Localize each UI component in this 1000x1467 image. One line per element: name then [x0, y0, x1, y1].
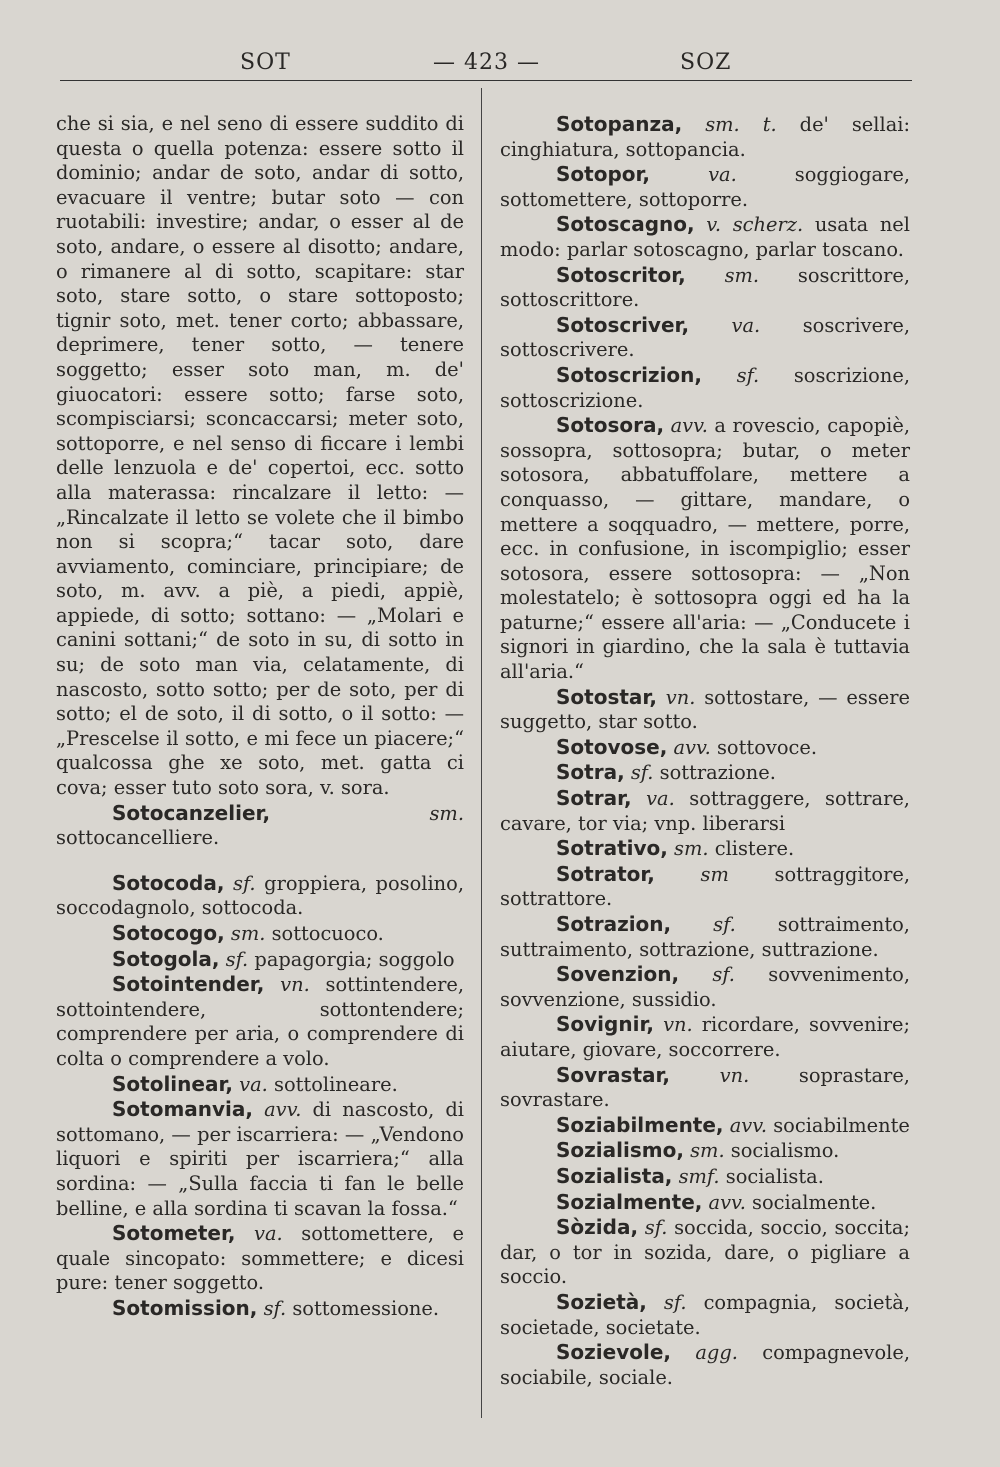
grammar-tag: sf. — [712, 963, 735, 987]
headword: Sotogola, — [112, 946, 220, 971]
entry — [500, 1063, 910, 1113]
entry — [500, 263, 910, 313]
headword: Sotoscriver, — [556, 312, 690, 337]
entry — [56, 1296, 464, 1322]
grammar-tag: sf. — [225, 947, 249, 971]
headword: Sotovose, — [556, 734, 668, 759]
headword: Sozialista, — [556, 1163, 673, 1188]
headword: Sotointender, — [112, 972, 265, 997]
entry — [56, 947, 464, 973]
grammar-tag: sf. — [663, 1290, 687, 1314]
grammar-tag: avv. — [729, 1113, 768, 1137]
headword: Sotocoda, — [112, 870, 225, 895]
entry — [500, 836, 910, 862]
grammar-tag: sm — [700, 862, 729, 886]
entry — [500, 1215, 910, 1290]
headword: Sotoscritor, — [556, 262, 686, 287]
entry — [500, 685, 910, 735]
definition: sottraimento, suttraimento, sottrazione, suttrazione. — [500, 913, 910, 961]
headword: Sotostar, — [556, 684, 657, 709]
grammar-tag: smf. — [678, 1164, 720, 1188]
definition: sovvenimento, sovvenzione, sussidio. — [500, 963, 910, 1011]
headword: Sotocanzelier, — [112, 800, 271, 825]
definition: sottrazione. — [659, 761, 776, 785]
definition: compagnia, società, societade, societate. — [500, 1290, 910, 1339]
grammar-tag: avv. — [670, 414, 708, 438]
header-right-guide-word: SOZ — [680, 50, 732, 75]
entry — [500, 212, 910, 262]
entry — [56, 1097, 464, 1221]
headword: Sòzida, — [556, 1215, 639, 1240]
headword: Sotomanvia, — [112, 1097, 254, 1122]
grammar-tag: sm. — [724, 263, 760, 287]
definition: soprastare, sovrastare. — [500, 1063, 910, 1112]
grammar-tag: sf. — [263, 1296, 287, 1320]
definition: sottomettere, e quale sincopato: sommettere; e dicesi pure: tener soggetto. — [56, 1222, 465, 1295]
left-column — [56, 112, 464, 1322]
grammar-tag: vn. — [663, 1013, 693, 1037]
headword: Sovignir, — [556, 1012, 654, 1037]
continued-entry: che si sia, e nel seno di essere suddito di questa o quella potenza: essere sotto il dominio; andar de soto, andar di sotto, evacuare il ventre; butar soto — con ruotabili: investire; andar, o esser al de soto, andare, o essere al disotto; andare, o rimanere al di sotto, scapitare: star soto, stare sotto, o stare sottoposto; tignir soto, met. tener corto; abbassare, deprimere, tener sotto, — tenere soggetto; esser soto man, m. de' giuocatori: essere sotto; farse soto, scompisciarsi; sconcaccarsi; meter soto, sottoporre, e nel senso di ficcare i lembi delle lenzuola e de' copertoi, ecc. sotto alla materassa: rincalzare il letto: — „Rincalzate il letto se volete che il bimbo non si scopra;“ tacar soto, dare avviamento, cominciare, principiare; de soto, m. avv. a piè, a piedi, appiè, appiede, di sotto; sottano: — „Molari e canini sottani;“ de soto in su, di sotto in su; de soto man via, celatamente, di nascosto, sotto sotto; per de soto, per di sotto; el de soto, il di sotto, o il sotto: — „Prescelse il sotto, e mi fece un piacere;“ qualcossa ghe xe soto, met. gatta ci cova; esser tuto soto sora, v. sora. — [56, 112, 464, 800]
definition: sottolineare. — [274, 1072, 398, 1096]
grammar-tag: va. — [731, 313, 761, 337]
grammar-tag: agg. — [695, 1341, 738, 1365]
entry — [500, 112, 910, 162]
entry — [500, 1164, 910, 1190]
grammar-tag: sf. — [736, 363, 760, 387]
headword: Sotometer, — [112, 1221, 236, 1246]
grammar-tag: sm. — [674, 837, 709, 861]
entry — [500, 862, 910, 912]
entry — [500, 1190, 910, 1216]
entry — [500, 363, 910, 413]
definition: de' sellai: cinghiatura, sottopancia. — [500, 113, 910, 161]
headword: Sotolinear, — [112, 1071, 233, 1096]
definition: soscrivere, sottoscrivere. — [500, 313, 910, 362]
headword: Sotopor, — [556, 162, 651, 187]
definition: soggiogare, sottomettere, sottoporre. — [500, 163, 910, 211]
grammar-tag: vn. — [280, 973, 310, 997]
headword: Sotoscrizion, — [556, 362, 702, 387]
entry — [56, 1221, 464, 1296]
grammar-tag: vn. — [665, 685, 696, 709]
definition: a rovescio, capopiè, sossopra, sottosopra; butar, o meter sotosora, abbatuffolare, mettere a conquasso, — gittare, mandare, o mettere a soqquadro, — mettere, porre, ecc. in confusione, in iscompiglio; esser sotosora, essere sottosopra: — „Non molestatelo; è sottosopra oggi ed ha la paturne;“ essere all'aria: — „Conducete i signori in giardino, che la sala è tuttavia all'aria.“ — [500, 414, 910, 684]
entry — [500, 313, 910, 363]
grammar-tag: v. scherz. — [706, 213, 804, 237]
headword: Sozialmente, — [556, 1189, 703, 1214]
headword: Sotrar, — [556, 786, 632, 811]
header-rule — [60, 80, 912, 81]
grammar-tag: vn. — [719, 1063, 750, 1087]
entry — [500, 1340, 910, 1390]
entry — [500, 1012, 910, 1062]
definition: sottovoce. — [716, 735, 817, 759]
grammar-tag: va. — [708, 163, 737, 187]
entry — [56, 801, 464, 851]
headword: Sovrastar, — [556, 1062, 671, 1087]
entry — [500, 962, 910, 1012]
entry — [56, 1072, 464, 1098]
grammar-tag: sf. — [233, 871, 256, 895]
entry — [500, 162, 910, 212]
definition: compagnevole, sociabile, sociale. — [500, 1341, 910, 1389]
grammar-tag: va. — [646, 787, 675, 811]
grammar-tag: avv. — [264, 1098, 302, 1122]
headword: Sotoscagno, — [556, 212, 695, 237]
definition: sociabilmente — [773, 1113, 910, 1137]
definition: papagorgia; soggolo — [254, 947, 455, 971]
page-number: — 423 — — [433, 50, 540, 75]
definition: usata nel modo: parlar sotoscagno, parlar toscano. — [500, 213, 910, 261]
headword: Sotrator, — [556, 861, 655, 886]
definition: sottraggitore, sottrattore. — [500, 862, 910, 911]
entry — [500, 1113, 910, 1139]
entry — [500, 786, 910, 836]
headword: Sotrazion, — [556, 912, 672, 936]
definition: sottintendere, sottointendere, sottontendere; comprendere per aria, o comprendere di colta o comprendere a volo. — [56, 973, 464, 1070]
column-divider — [481, 88, 482, 1418]
definition: soscrittore, sottoscrittore. — [500, 263, 910, 312]
entry — [56, 921, 464, 947]
definition: sottocuoco. — [271, 922, 384, 945]
headword: Sovenzion, — [556, 962, 680, 987]
grammar-tag: sm. t. — [705, 113, 777, 136]
definition: socialmente. — [752, 1190, 877, 1214]
definition: socialismo. — [730, 1139, 840, 1163]
headword: Sozievole, — [556, 1340, 671, 1365]
grammar-tag: sf. — [713, 913, 736, 936]
entry — [500, 413, 910, 685]
definition: sottostare, — essere suggetto, star sotto. — [500, 685, 910, 734]
entry — [56, 972, 464, 1071]
entry — [500, 1138, 910, 1164]
definition: soscrizione, sottoscrizione. — [500, 363, 910, 412]
right-column — [500, 112, 910, 1390]
grammar-tag: avv. — [708, 1190, 746, 1214]
definition: sottomessione. — [292, 1296, 439, 1320]
grammar-tag: sm. — [230, 922, 266, 945]
headword: Sotomission, — [112, 1295, 258, 1320]
grammar-tag: va. — [254, 1222, 283, 1246]
definition: di nascosto, di sottomano, — per iscarriera: — „Vendono liquori e spiriti per iscarriera;“ alla sordina: — „Sulla faccia ti fan le belle belline, e alla sordina ti scavan la fossa.“ — [56, 1098, 464, 1220]
definition: groppiera, posolino, soccodagnolo, sottocoda. — [56, 871, 464, 920]
headword: Sotra, — [556, 760, 625, 785]
grammar-tag: sf. — [644, 1216, 668, 1240]
header-left-guide-word: SOT — [240, 50, 291, 75]
definition: sottocancelliere. — [56, 826, 220, 850]
entry — [500, 1290, 910, 1340]
grammar-tag: sf. — [630, 761, 654, 785]
grammar-tag: va. — [239, 1072, 268, 1096]
entry — [500, 760, 910, 786]
headword: Sotosora, — [556, 413, 665, 438]
headword: Sotopanza, — [556, 112, 683, 136]
headword: Soziabilmente, — [556, 1112, 724, 1137]
definition: ricordare, sovvenire; aiutare, giovare, soccorrere. — [500, 1013, 910, 1061]
spacer — [56, 851, 464, 871]
headword: Sotrativo, — [556, 836, 668, 861]
definition: sottraggere, sottrare, cavare, tor via; vnp. liberarsi — [500, 787, 910, 835]
headword: Sozialismo, — [556, 1138, 684, 1163]
headword: Sozietà, — [556, 1289, 647, 1314]
definition: clistere. — [714, 837, 795, 861]
entry — [500, 912, 910, 962]
grammar-tag: sm. — [429, 801, 464, 825]
grammar-tag: sm. — [690, 1139, 725, 1163]
entry — [56, 871, 464, 921]
definition: soccida, soccio, soccita; dar, o tor in sozida, dare, o pigliare a soccio. — [500, 1216, 910, 1289]
entry — [500, 735, 910, 761]
page-header — [60, 50, 910, 82]
definition: socialista. — [725, 1164, 824, 1188]
grammar-tag: avv. — [673, 735, 711, 759]
headword: Sotocogo, — [112, 921, 225, 945]
